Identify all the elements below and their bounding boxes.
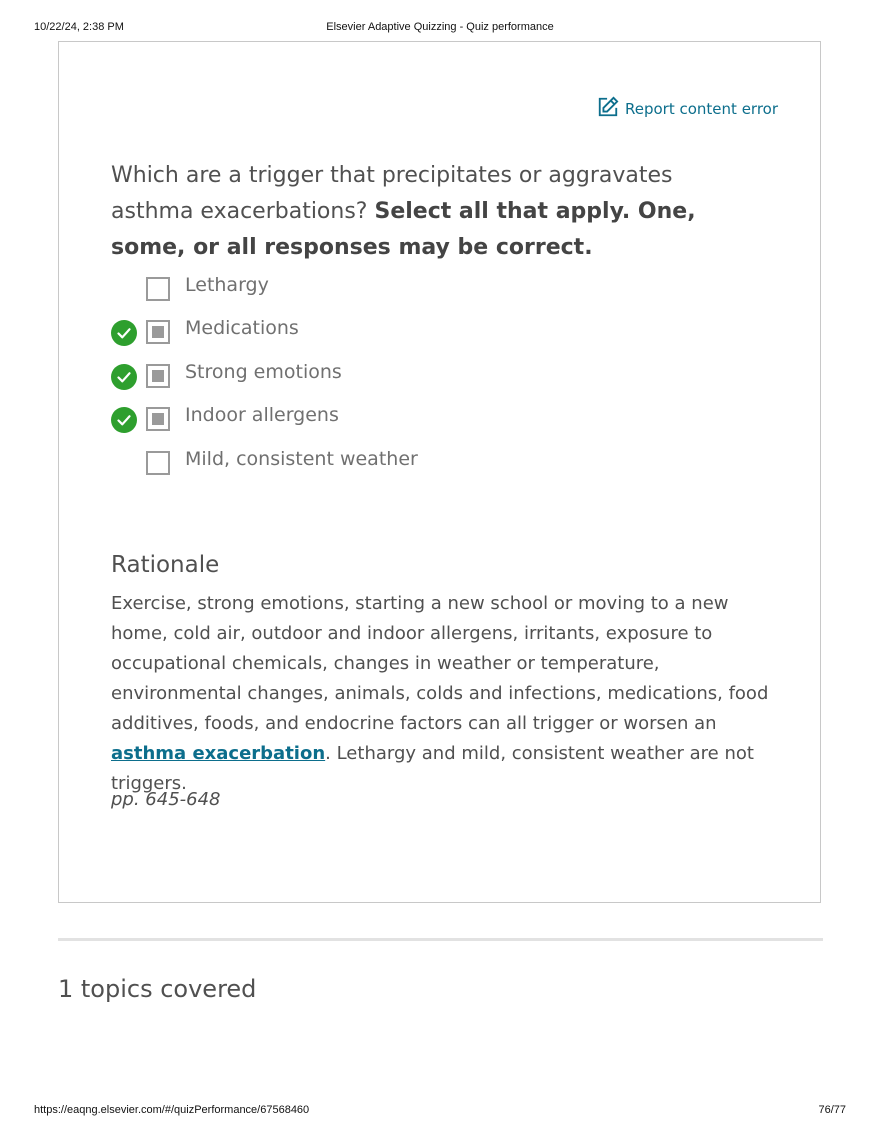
question-card [58,41,821,903]
print-page-number: 76/77 [818,1104,846,1116]
print-footer [34,1104,846,1120]
checkbox-checked-mark [152,326,164,338]
option-checkbox[interactable] [146,277,170,301]
option-label: Lethargy [185,274,269,296]
option-checkbox[interactable] [146,320,170,344]
print-url: https://eaqng.elsevier.com/#/quizPerformance/67568460 [34,1104,310,1116]
checkbox-checked-mark [152,413,164,425]
topics-covered-heading: 1 topics covered [58,975,257,1003]
page-reference: pp. 645-648 [111,789,221,810]
option-label: Medications [185,317,299,340]
asthma-exacerbation-link[interactable]: asthma exacerbation [111,743,326,764]
answer-option[interactable] [111,446,611,489]
answer-option[interactable] [111,402,611,445]
section-divider [58,938,823,941]
rationale-text-after: . Lethargy and mild, consistent weather are not triggers. [111,743,754,794]
rationale-text-before: Exercise, strong emotions, starting a new school or moving to a new home, cold air, outdoor and indoor allergens, irritants, exposure to occupational chemicals, changes in weather or temperature, environmental changes, animals, colds and infections, medications, food additives, foods, and endocrine factors can all trigger or worsen an [111,593,769,734]
option-label: Mild, consistent weather [185,447,418,470]
checkbox-checked-mark [152,370,164,382]
option-label: Strong emotions [185,360,342,383]
report-content-error-link[interactable] [597,96,778,122]
edit-icon [597,96,625,122]
print-header [34,21,846,37]
correct-check-icon [111,364,137,390]
report-content-error-label: Report content error [625,100,779,118]
option-checkbox[interactable] [146,407,170,431]
answer-option[interactable] [111,359,611,402]
option-checkbox[interactable] [146,451,170,475]
option-label: Indoor allergens [185,404,339,427]
question-instruction: Select all that apply. One, some, or all responses may be correct. [111,199,696,260]
answer-options [111,272,611,489]
rationale-text [111,589,771,799]
option-checkbox[interactable] [146,364,170,388]
question-text [111,158,751,266]
correct-check-icon [111,320,137,346]
question-stem: Which are a trigger that precipitates or aggravates asthma exacerbations? [111,163,673,224]
answer-option[interactable] [111,272,611,315]
rationale-title: Rationale [111,552,220,578]
correct-check-icon [111,407,137,433]
answer-option[interactable] [111,315,611,358]
print-datetime: 10/22/24, 2:38 PM [34,21,124,33]
print-page-title: Elsevier Adaptive Quizzing - Quiz performance [326,21,554,33]
